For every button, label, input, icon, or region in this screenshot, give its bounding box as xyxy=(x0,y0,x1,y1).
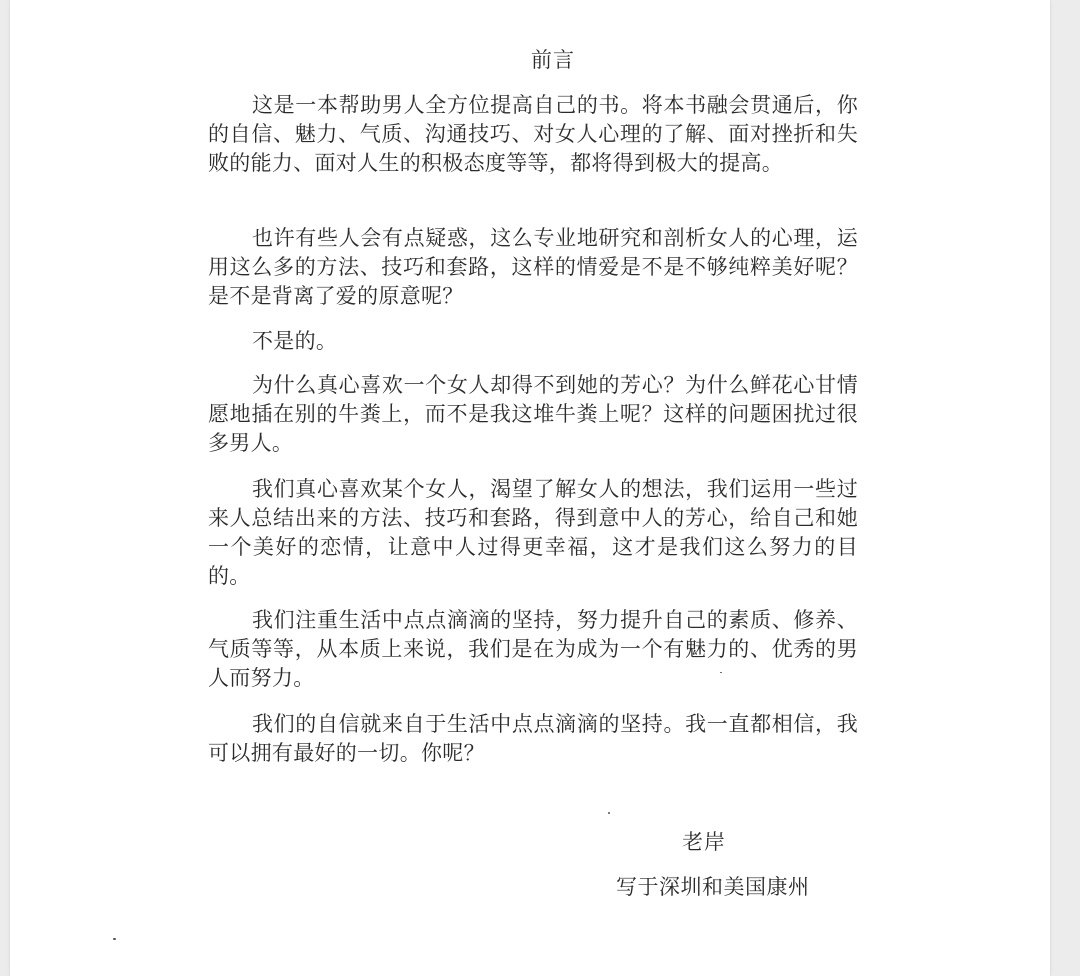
document-page xyxy=(10,0,1050,976)
paragraph-5: 我们真心喜欢某个女人，渴望了解女人的想法，我们运用一些过来人总结出来的方法、技巧和套路，得到意中人的芳心，给自己和她一个美好的恋情，让意中人过得更幸福，这才是我们这么努力的目的。 xyxy=(208,477,858,588)
page-title: 前言 xyxy=(531,48,575,72)
scan-speck xyxy=(608,812,610,814)
signature-place: 写于深圳和美国康州 xyxy=(616,875,810,899)
scan-speck xyxy=(113,938,116,940)
paragraph-7: 我们的自信就来自于生活中点点滴滴的坚持。我一直都相信，我可以拥有最好的一切。你呢？ xyxy=(208,712,858,765)
paragraph-2: 也许有些人会有点疑惑，这么专业地研究和剖析女人的心理，运用这么多的方法、技巧和套路，这样的情爱是不是不够纯粹美好呢？是不是背离了爱的原意呢？ xyxy=(208,226,858,308)
signature-name: 老岸 xyxy=(682,830,726,854)
paragraph-4: 为什么真心喜欢一个女人却得不到她的芳心？为什么鲜花心甘情愿地插在别的牛粪上，而不是我这堆牛粪上呢？这样的问题困扰过很多男人。 xyxy=(208,373,858,455)
paragraph-3: 不是的。 xyxy=(252,329,338,353)
paragraph-6: 我们注重生活中点点滴滴的坚持，努力提升自己的素质、修养、气质等等，从本质上来说，我们是在为成为一个有魅力的、优秀的男人而努力。 xyxy=(208,608,858,690)
paragraph-1: 这是一本帮助男人全方位提高自己的书。将本书融会贯通后，你的自信、魅力、气质、沟通技巧、对女人心理的了解、面对挫折和失败的能力、面对人生的积极态度等等，都将得到极大的提高。 xyxy=(208,93,858,175)
scan-speck xyxy=(720,672,722,673)
